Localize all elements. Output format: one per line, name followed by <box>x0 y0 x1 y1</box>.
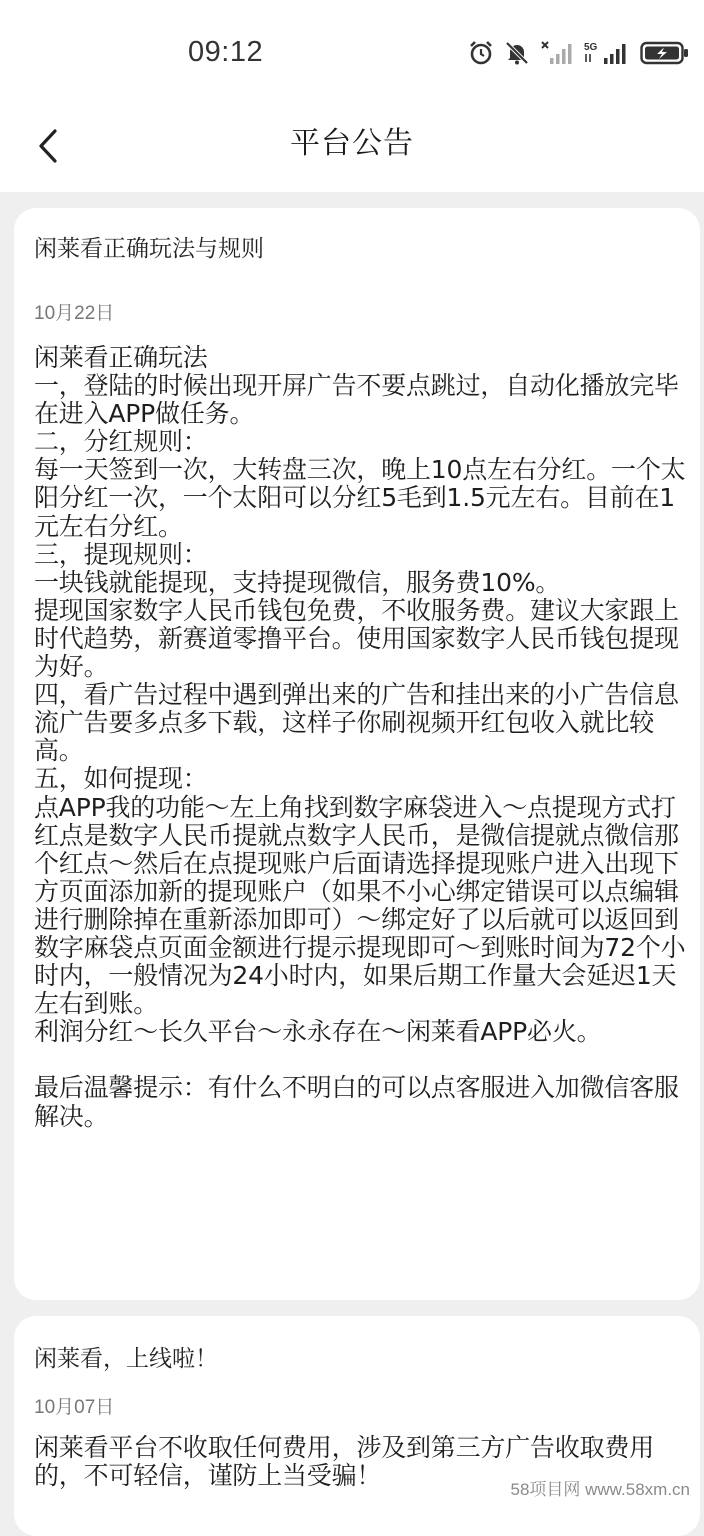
status-time: 09:12 <box>188 36 264 68</box>
announcement-card[interactable] <box>14 1316 700 1536</box>
battery-charging-icon <box>640 40 690 66</box>
announcement-title: 闲莱看，上线啦！ <box>34 1346 218 1372</box>
mute-icon <box>504 40 530 66</box>
announcement-date: 10月07日 <box>34 1397 115 1418</box>
5g-signal-icon <box>584 40 630 66</box>
page-title: 平台公告 <box>290 126 414 161</box>
status-icons <box>468 38 690 68</box>
announcement-body: 闲莱看正确玩法 一，登陆的时候出现开屏广告不要点跳过，自动化播放完毕在进入APP做任务。 二，分红规则： 每一天签到一次，大转盘三次，晚上10点左右分红。一个太阳分红一次，一个太阳可以分红5毛到1.5元左右。目前在1元左右分红。 三，提现规则： 一块钱就能提现，支持提现微信，服务费10%。 提现国家数字人民币钱包免费，不收服务费。建议大家跟上时代趋势，新赛道零撸平台。使用国家数字人民币钱包提现为好。 四，看广告过程中遇到弹出来的广告和挂出来的小广告信息流广告要多点多下载，这样子你刷视频开红包收入就比较高。 五，如何提现： 点APP我的功能～左上角找到数字麻袋进入～点提现方式打红点是数字人民币提就点数字人民币，是微信提就点微信那个红点～然后在点提现账户后面请选择提现账户进入出现下方页面添加新的提现账户（如果不小心绑定错误可以点编辑进行删除掉在重新添加即可）～绑定好了以后就可以返回到数字麻袋点页面金额进行提示提现即可～到账时间为72个小时内，一般情况为24小时内，如果后期工作量大会延迟1天左右到账。 利润分红～长久平台～永永存在～闲莱看APP必火。 最后温馨提示：有什么不明白的可以点客服进入加微信客服解决。 <box>34 343 686 1131</box>
network-label: 5G <box>584 42 598 53</box>
announcement-card[interactable] <box>14 208 700 1300</box>
signal-icon <box>540 40 574 66</box>
alarm-icon <box>468 40 494 66</box>
top-navigation-bar <box>0 104 704 192</box>
watermark-text: 58项目网 www.58xm.cn <box>510 1480 690 1499</box>
announcement-body: 闲莱看平台不收取任何费用，涉及到第三方广告收取费用的，不可轻信，谨防上当受骗！ <box>34 1433 655 1491</box>
announcement-date: 10月22日 <box>34 303 115 324</box>
status-bar <box>0 0 704 104</box>
announcement-title: 闲莱看正确玩法与规则 <box>34 236 264 262</box>
